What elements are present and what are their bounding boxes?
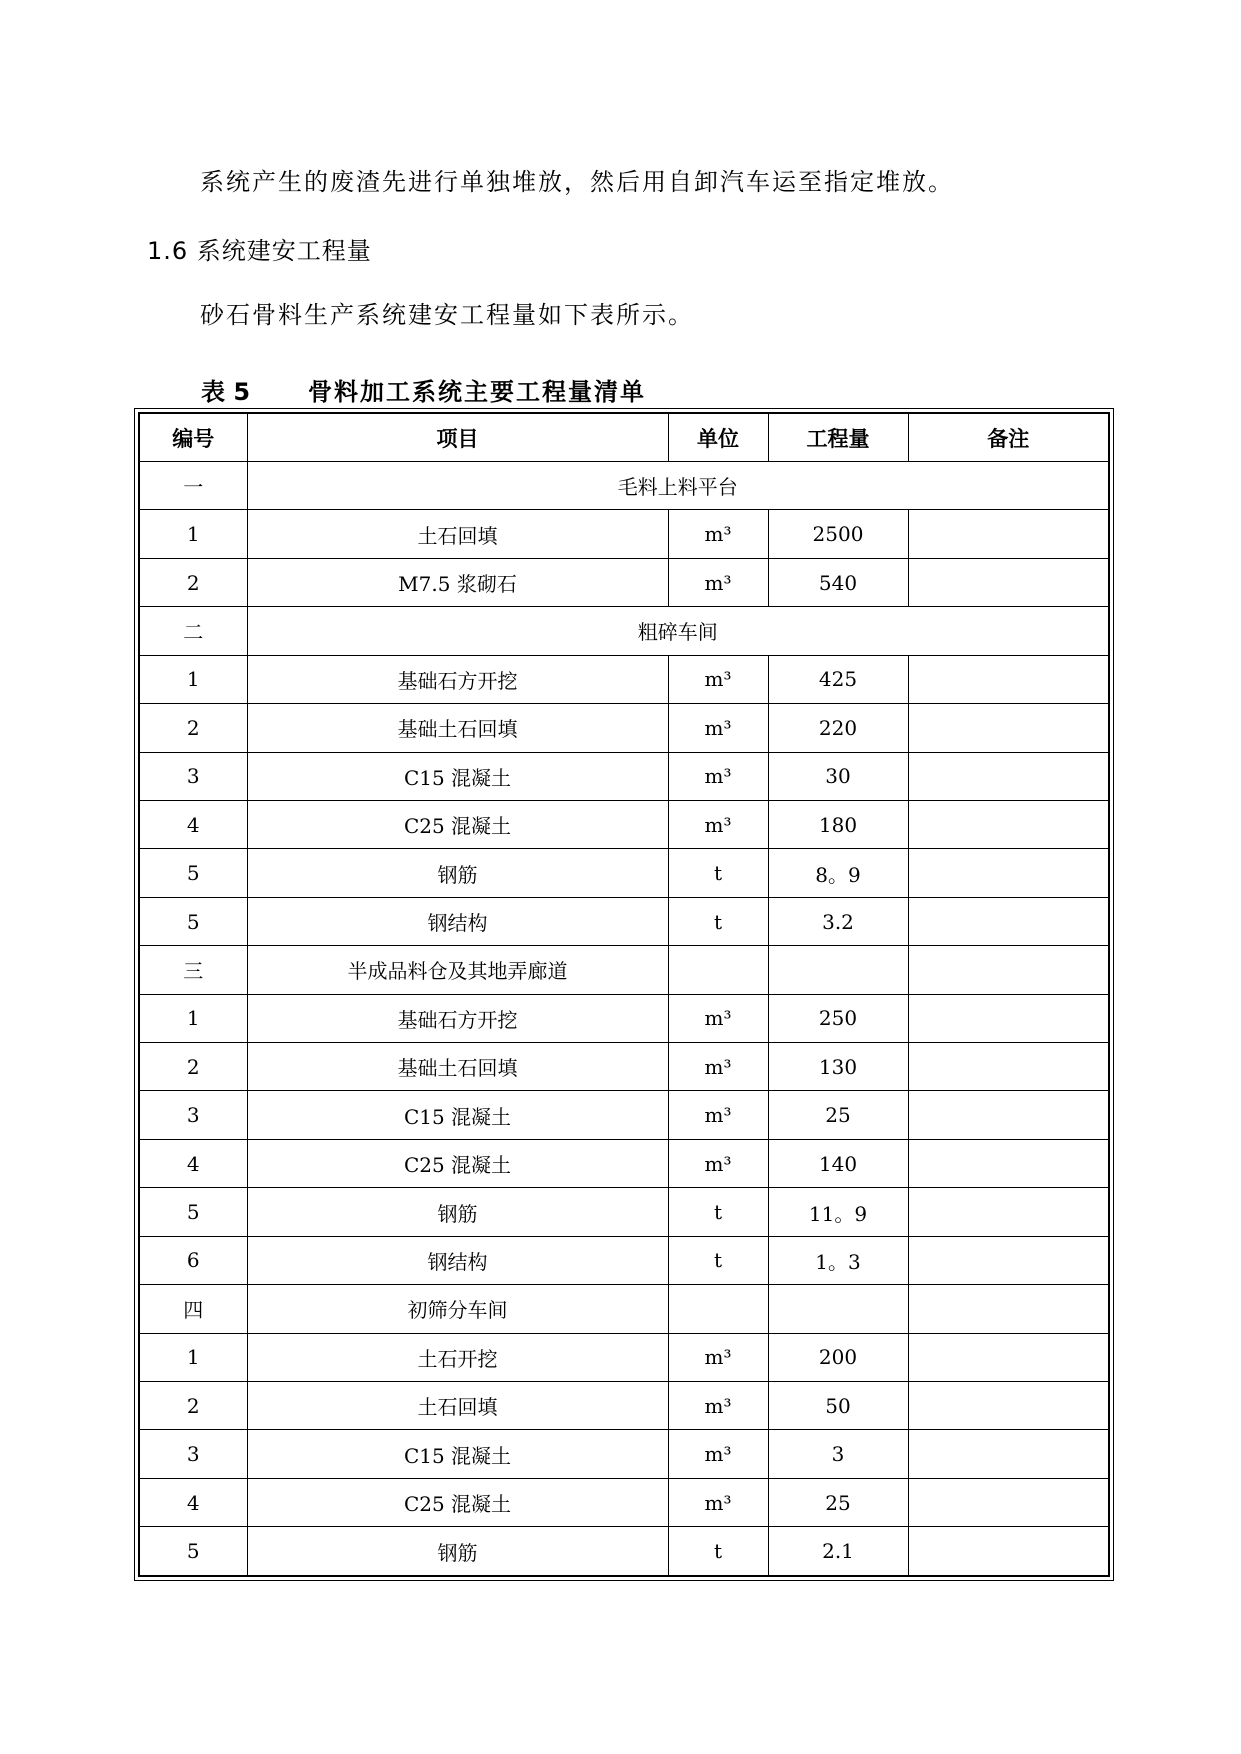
row-item: C15 混凝土 bbox=[247, 1091, 668, 1139]
table-row bbox=[139, 1478, 1109, 1526]
row-item: C25 混凝土 bbox=[247, 1478, 668, 1526]
row-number: 一 bbox=[139, 462, 247, 510]
row-unit: t bbox=[668, 849, 768, 897]
row-number: 4 bbox=[139, 1478, 247, 1526]
table-group-row bbox=[139, 1285, 1109, 1333]
row-remarks bbox=[908, 946, 1109, 994]
row-remarks bbox=[908, 510, 1109, 558]
section-heading: 1.6 系统建安工程量 bbox=[147, 237, 372, 265]
table-row bbox=[139, 1236, 1109, 1284]
row-number: 1 bbox=[139, 655, 247, 703]
row-quantity: 50 bbox=[768, 1382, 908, 1430]
row-quantity: 250 bbox=[768, 994, 908, 1042]
row-item: 钢筋 bbox=[247, 1527, 668, 1576]
row-item: 钢筋 bbox=[247, 849, 668, 897]
row-remarks bbox=[908, 558, 1109, 606]
row-unit: m³ bbox=[668, 800, 768, 848]
header-item: 项目 bbox=[247, 413, 668, 462]
row-quantity: 8。9 bbox=[768, 849, 908, 897]
row-unit: t bbox=[668, 897, 768, 945]
row-quantity: 200 bbox=[768, 1333, 908, 1381]
row-item: 基础石方开挖 bbox=[247, 655, 668, 703]
row-number: 3 bbox=[139, 1430, 247, 1478]
table-caption-title: 骨料加工系统主要工程量清单 bbox=[308, 378, 646, 406]
row-item: 土石回填 bbox=[247, 510, 668, 558]
table-header-row bbox=[139, 413, 1109, 462]
header-remarks: 备注 bbox=[908, 413, 1109, 462]
row-remarks bbox=[908, 1236, 1109, 1284]
row-number: 3 bbox=[139, 1091, 247, 1139]
row-item: C25 混凝土 bbox=[247, 1139, 668, 1187]
row-remarks bbox=[908, 752, 1109, 800]
row-item: 半成品料仓及其地弄廊道 bbox=[247, 946, 668, 994]
table-row bbox=[139, 1043, 1109, 1091]
table-row bbox=[139, 558, 1109, 606]
row-unit: m³ bbox=[668, 752, 768, 800]
row-item: 钢结构 bbox=[247, 1236, 668, 1284]
quantities-table-frame bbox=[134, 408, 1114, 1581]
row-unit: m³ bbox=[668, 1043, 768, 1091]
row-item: 初筛分车间 bbox=[247, 1285, 668, 1333]
header-unit: 单位 bbox=[668, 413, 768, 462]
row-item: 钢结构 bbox=[247, 897, 668, 945]
row-unit bbox=[668, 1285, 768, 1333]
row-remarks bbox=[908, 897, 1109, 945]
row-remarks bbox=[908, 1188, 1109, 1236]
row-number: 4 bbox=[139, 1139, 247, 1187]
row-quantity: 180 bbox=[768, 800, 908, 848]
row-group-title: 粗碎车间 bbox=[247, 607, 1109, 655]
row-quantity: 11。9 bbox=[768, 1188, 908, 1236]
row-quantity bbox=[768, 946, 908, 994]
row-quantity: 220 bbox=[768, 704, 908, 752]
row-remarks bbox=[908, 1139, 1109, 1187]
row-unit: m³ bbox=[668, 1478, 768, 1526]
row-remarks bbox=[908, 1430, 1109, 1478]
row-number: 四 bbox=[139, 1285, 247, 1333]
row-remarks bbox=[908, 849, 1109, 897]
row-quantity: 425 bbox=[768, 655, 908, 703]
row-remarks bbox=[908, 655, 1109, 703]
row-unit: t bbox=[668, 1527, 768, 1576]
table-row bbox=[139, 510, 1109, 558]
row-quantity: 130 bbox=[768, 1043, 908, 1091]
row-number: 1 bbox=[139, 510, 247, 558]
row-unit: m³ bbox=[668, 994, 768, 1042]
row-number: 5 bbox=[139, 897, 247, 945]
row-number: 1 bbox=[139, 994, 247, 1042]
row-unit: m³ bbox=[668, 1139, 768, 1187]
table-group-row bbox=[139, 946, 1109, 994]
table-group-row bbox=[139, 607, 1109, 655]
row-quantity: 3.2 bbox=[768, 897, 908, 945]
table-caption-number: 表 5 bbox=[201, 378, 251, 406]
intro-paragraph: 系统产生的废渣先进行单独堆放，然后用自卸汽车运至指定堆放。 bbox=[200, 168, 954, 196]
row-item: 钢筋 bbox=[247, 1188, 668, 1236]
row-item: C15 混凝土 bbox=[247, 752, 668, 800]
row-quantity: 1。3 bbox=[768, 1236, 908, 1284]
row-unit bbox=[668, 946, 768, 994]
table-row bbox=[139, 1139, 1109, 1187]
row-item: C25 混凝土 bbox=[247, 800, 668, 848]
row-item: 基础石方开挖 bbox=[247, 994, 668, 1042]
row-remarks bbox=[908, 1043, 1109, 1091]
table-intro-paragraph: 砂石骨料生产系统建安工程量如下表所示。 bbox=[200, 301, 694, 329]
row-quantity: 2500 bbox=[768, 510, 908, 558]
row-number: 2 bbox=[139, 1382, 247, 1430]
row-unit: m³ bbox=[668, 1430, 768, 1478]
table-row bbox=[139, 1333, 1109, 1381]
table-group-row bbox=[139, 462, 1109, 510]
table-row bbox=[139, 1382, 1109, 1430]
table-row bbox=[139, 1527, 1109, 1576]
row-quantity: 540 bbox=[768, 558, 908, 606]
table-row bbox=[139, 800, 1109, 848]
row-unit: m³ bbox=[668, 510, 768, 558]
row-number: 5 bbox=[139, 1527, 247, 1576]
row-number: 6 bbox=[139, 1236, 247, 1284]
row-remarks bbox=[908, 800, 1109, 848]
row-unit: m³ bbox=[668, 655, 768, 703]
row-number: 二 bbox=[139, 607, 247, 655]
row-item: C15 混凝土 bbox=[247, 1430, 668, 1478]
row-item: 土石回填 bbox=[247, 1382, 668, 1430]
row-remarks bbox=[908, 1382, 1109, 1430]
row-remarks bbox=[908, 1285, 1109, 1333]
row-quantity: 140 bbox=[768, 1139, 908, 1187]
row-quantity: 2.1 bbox=[768, 1527, 908, 1576]
row-quantity: 25 bbox=[768, 1478, 908, 1526]
row-unit: m³ bbox=[668, 1382, 768, 1430]
row-item: M7.5 浆砌石 bbox=[247, 558, 668, 606]
row-remarks bbox=[908, 1478, 1109, 1526]
row-unit: t bbox=[668, 1236, 768, 1284]
row-group-title: 毛料上料平台 bbox=[247, 462, 1109, 510]
table-row bbox=[139, 1188, 1109, 1236]
header-number: 编号 bbox=[139, 413, 247, 462]
table-row bbox=[139, 752, 1109, 800]
row-quantity bbox=[768, 1285, 908, 1333]
row-remarks bbox=[908, 1091, 1109, 1139]
row-number: 2 bbox=[139, 704, 247, 752]
table-row bbox=[139, 849, 1109, 897]
row-remarks bbox=[908, 1527, 1109, 1576]
table-body bbox=[139, 462, 1109, 1577]
row-number: 4 bbox=[139, 800, 247, 848]
row-item: 土石开挖 bbox=[247, 1333, 668, 1381]
table-row bbox=[139, 704, 1109, 752]
row-unit: m³ bbox=[668, 704, 768, 752]
row-remarks bbox=[908, 1333, 1109, 1381]
table-row bbox=[139, 655, 1109, 703]
header-quantity: 工程量 bbox=[768, 413, 908, 462]
row-number: 2 bbox=[139, 1043, 247, 1091]
row-number: 三 bbox=[139, 946, 247, 994]
row-remarks bbox=[908, 994, 1109, 1042]
row-quantity: 30 bbox=[768, 752, 908, 800]
row-number: 5 bbox=[139, 1188, 247, 1236]
row-unit: t bbox=[668, 1188, 768, 1236]
row-number: 3 bbox=[139, 752, 247, 800]
table-row bbox=[139, 1091, 1109, 1139]
row-quantity: 3 bbox=[768, 1430, 908, 1478]
row-unit: m³ bbox=[668, 558, 768, 606]
table-row bbox=[139, 1430, 1109, 1478]
row-unit: m³ bbox=[668, 1333, 768, 1381]
row-number: 5 bbox=[139, 849, 247, 897]
row-number: 1 bbox=[139, 1333, 247, 1381]
row-item: 基础土石回填 bbox=[247, 1043, 668, 1091]
row-remarks bbox=[908, 704, 1109, 752]
row-quantity: 25 bbox=[768, 1091, 908, 1139]
table-row bbox=[139, 994, 1109, 1042]
row-item: 基础土石回填 bbox=[247, 704, 668, 752]
quantities-table bbox=[138, 412, 1110, 1577]
row-unit: m³ bbox=[668, 1091, 768, 1139]
row-number: 2 bbox=[139, 558, 247, 606]
table-row bbox=[139, 897, 1109, 945]
